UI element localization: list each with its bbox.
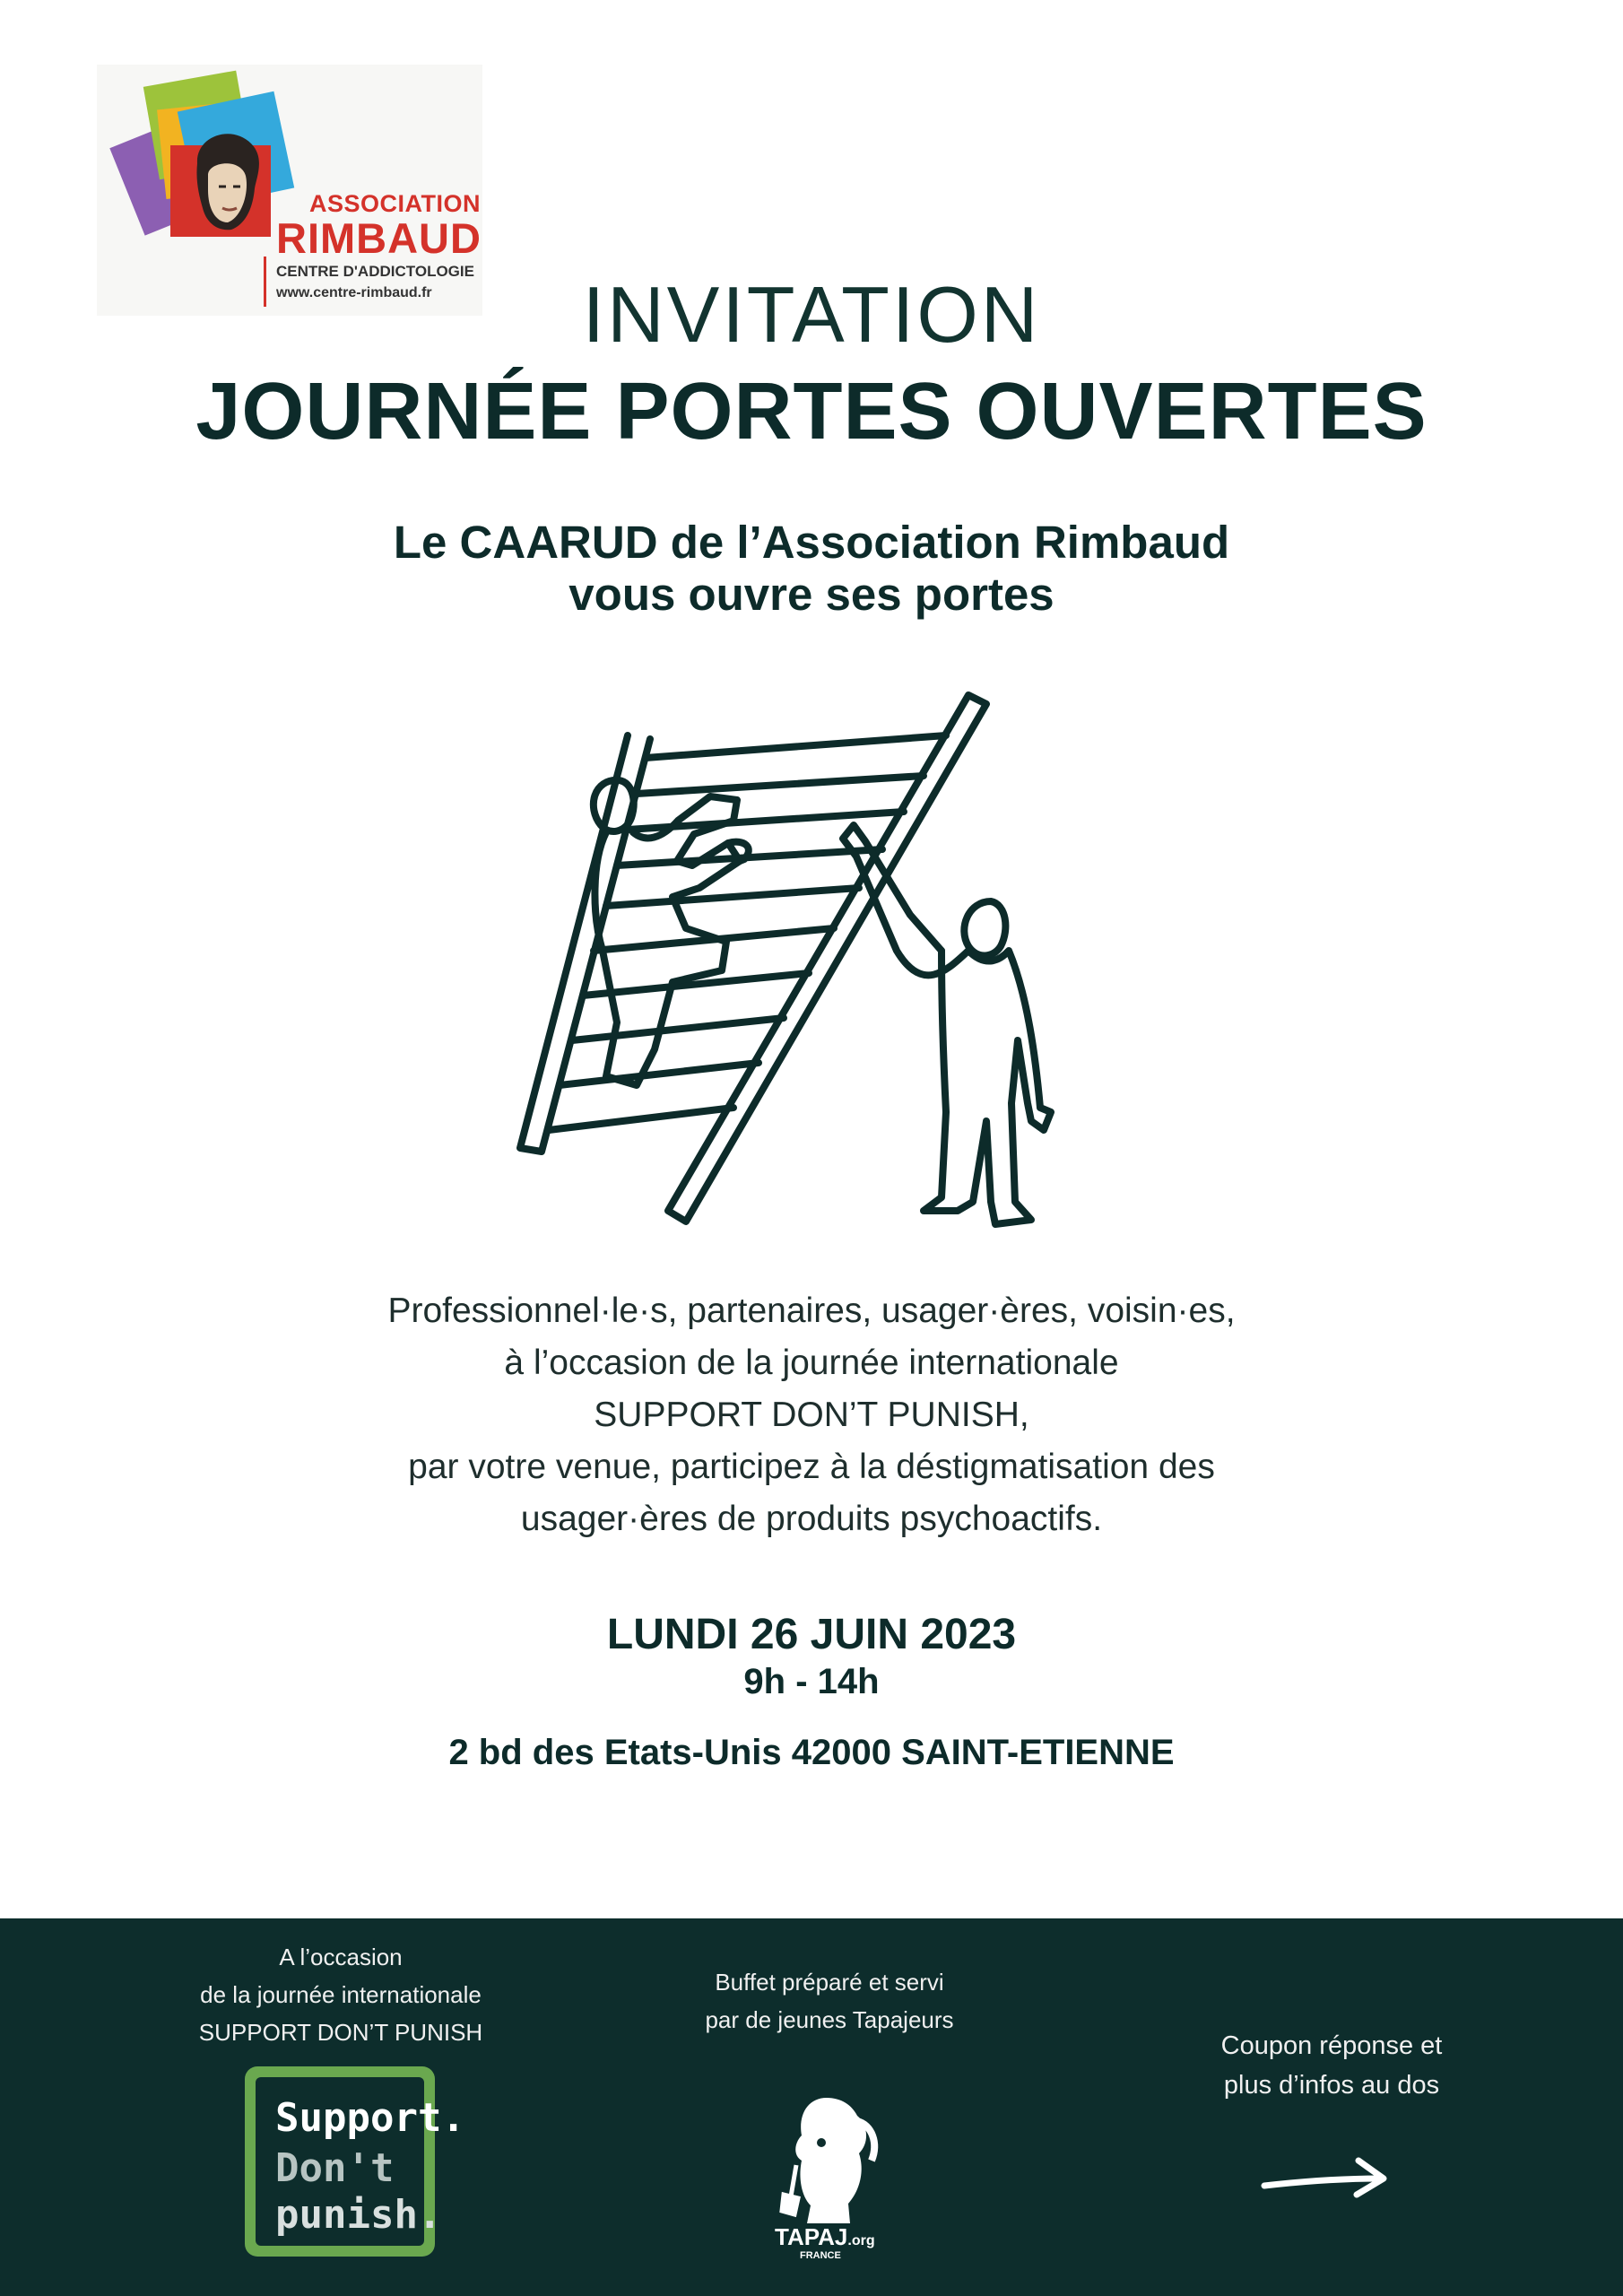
sdp-logo-line-1: Support. [275,2095,465,2141]
footer-buffet-line-1: Buffet préparé et servi [715,1969,944,1996]
footer-band [0,1918,1623,2296]
footer-buffet-text [628,1963,1031,2039]
tapaj-country: FRANCE [800,2250,841,2261]
body-line-5: usager·ères de produits psychoactifs. [520,1500,1103,1538]
body-line-3: SUPPORT DON’T PUNISH, [594,1396,1029,1434]
logo-rimbaud-text: RIMBAUD [276,214,482,262]
logo-url: www.centre-rimbaud.fr [276,285,432,300]
logo-association-text: ASSOCIATION [309,190,482,217]
logo-subtitle: CENTRE D'ADDICTOLOGIE [276,263,474,280]
body-line-1: Professionnel·le·s, partenaires, usager·ères, voisin·es, [387,1292,1236,1330]
subtitle-line-1: Le CAARUD de l’Association Rimbaud [393,517,1230,568]
tapaj-logo-name [775,2223,875,2251]
sdp-logo-line-3: punish. [275,2192,442,2238]
footer-coupon-line-2: plus d’infos au dos [1223,2071,1440,2100]
body-line-2: à l’occasion de la journée internationale [504,1344,1119,1382]
footer-occasion-line-2: de la journée internationale [200,1981,482,2008]
ladder-people-icon [502,682,1130,1265]
event-hours: 9h - 14h [743,1662,880,1701]
footer-occasion-text [135,1938,547,2051]
support-dont-punish-logo [245,2066,465,2257]
subtitle-line-2: vous ouvre ses portes [568,569,1055,620]
footer-coupon-line-1: Coupon réponse et [1220,2031,1443,2060]
open-day-headline: JOURNÉE PORTES OUVERTES [195,367,1428,457]
footer-occasion-line-3: SUPPORT DON’T PUNISH [198,2019,483,2046]
sdp-logo-inner [256,2077,465,2246]
tapaj-suffix: .org [847,2233,875,2248]
footer-coupon-text [1157,2026,1506,2105]
body-line-4: par votre venue, participez à la déstigmatisation des [408,1448,1215,1486]
event-date: LUNDI 26 JUIN 2023 [606,1611,1017,1658]
tapaj-name: TAPAJ [775,2223,848,2250]
tapaj-logo [771,2089,888,2264]
footer-occasion-line-1: A l’occasion [279,1944,403,1970]
footer-buffet-line-2: par de jeunes Tapajeurs [705,2006,954,2033]
event-address: 2 bd des Etats-Unis 42000 SAINT-ETIENNE [448,1733,1175,1772]
sdp-logo-line-2: Don't [275,2145,395,2191]
arrow-right-icon [1260,2152,1390,2205]
invitation-title: INVITATION [582,270,1041,359]
